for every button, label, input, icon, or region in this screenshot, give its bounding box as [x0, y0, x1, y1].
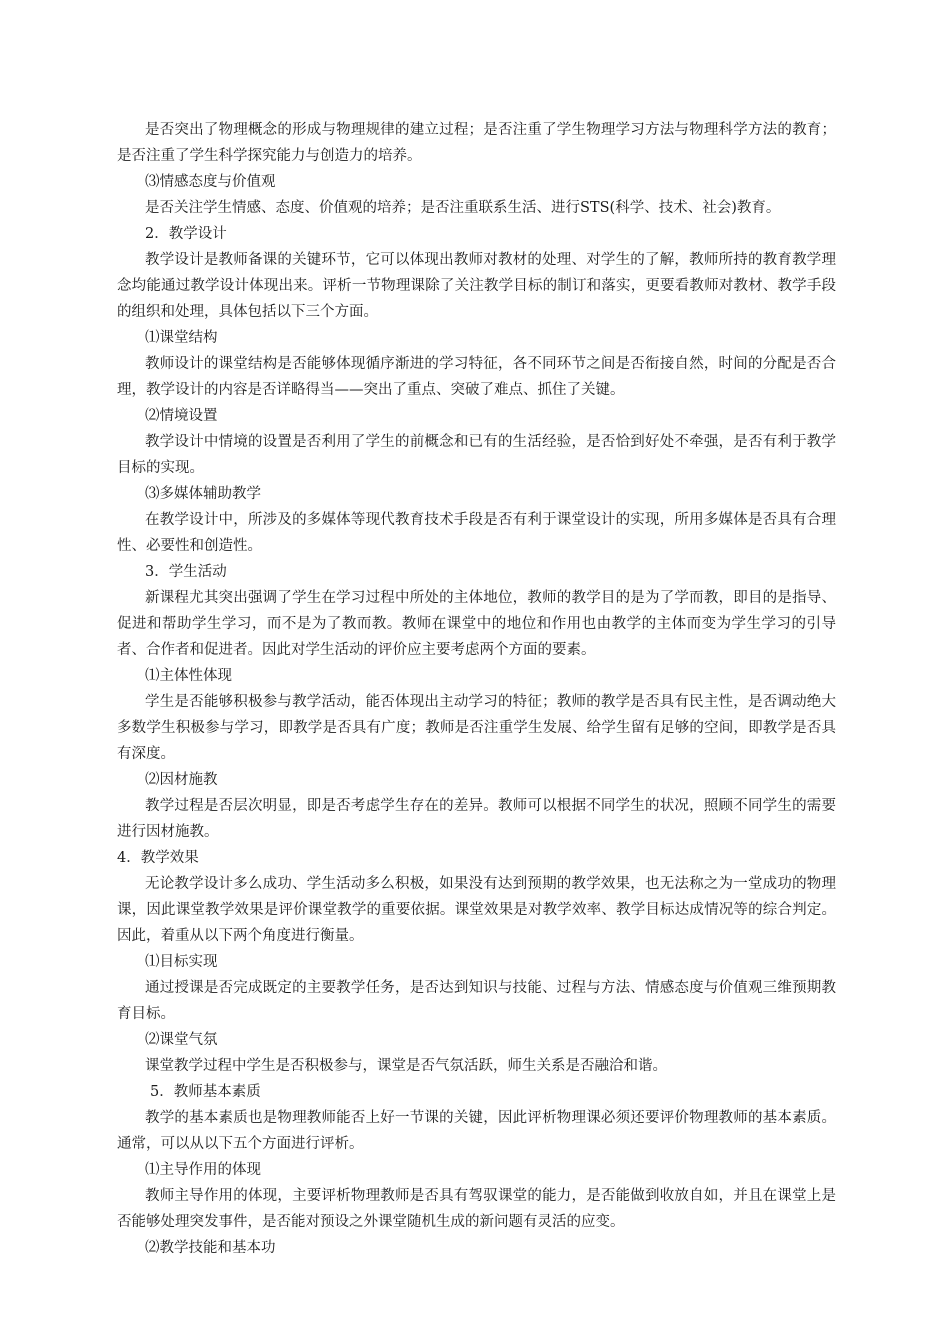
body-paragraph: 通过授课是否完成既定的主要教学任务，是否达到知识与技能、过程与方法、情感态度与价值观三维预期教育目标。 — [117, 980, 836, 1022]
body-paragraph: 教学的基本素质也是物理教师能否上好一节课的关键，因此评析物理课必须还要评价物理教师的基本素质。通常，可以从以下五个方面进行评析。 — [117, 1110, 836, 1152]
body-paragraph: 新课程尤其突出强调了学生在学习过程中所处的主体地位，教师的教学目的是为了学而教，即目的是指导、促进和帮助学生学习，而不是为了教而教。教师在课堂中的地位和作用也由教学的主体而变为学生学习的引导者、合作者和促进者。因此对学生活动的评价应主要考虑两个方面的要素。 — [117, 590, 836, 658]
body-paragraph: 教学过程是否层次明显，即是否考虑学生存在的差异。教师可以根据不同学生的状况，照顾不同学生的需要进行因材施教。 — [117, 798, 836, 840]
subsection-heading: ⑴目标实现 — [145, 954, 218, 970]
body-paragraph: 无论教学设计多么成功、学生活动多么积极，如果没有达到预期的教学效果，也无法称之为一堂成功的物理课，因此课堂教学效果是评价课堂教学的重要依据。课堂效果是对教学效率、教学目标达成情况等的综合判定。因此，着重从以下两个角度进行衡量。 — [117, 876, 836, 944]
body-paragraph: 教师主导作用的体现，主要评析物理教师是否具有驾驭课堂的能力，是否能做到收放自如，并且在课堂上是否能够处理突发事件，是否能对预设之外课堂随机生成的新问题有灵活的应变。 — [117, 1188, 836, 1230]
body-paragraph: 教学设计中情境的设置是否利用了学生的前概念和已有的生活经验，是否恰到好处不牵强，是否有利于教学目标的实现。 — [117, 434, 836, 476]
body-paragraph: 课堂教学过程中学生是否积极参与，课堂是否气氛活跃，师生关系是否融洽和谐。 — [145, 1058, 667, 1074]
section-heading: 3．学生活动 — [145, 564, 227, 580]
section-heading: 2．教学设计 — [145, 226, 227, 242]
section-heading: 4．教学效果 — [117, 850, 199, 866]
body-paragraph: 教学设计是教师备课的关键环节，它可以体现出教师对教材的处理、对学生的了解，教师所持的教育教学理念均能通过教学设计体现出来。评析一节物理课除了关注教学目标的制订和落实，更要看教师对教材、教学手段的组织和处理，具体包括以下三个方面。 — [117, 252, 836, 320]
subsection-heading: ⑴主体性体现 — [145, 668, 232, 684]
subsection-heading: ⑵教学技能和基本功 — [145, 1240, 276, 1256]
subsection-heading: ⑴主导作用的体现 — [145, 1162, 261, 1178]
subsection-heading: ⑵情境设置 — [145, 408, 218, 424]
section-heading: 5．教师基本素质 — [150, 1084, 261, 1100]
subsection-heading: ⑶多媒体辅助教学 — [145, 486, 261, 502]
subsection-heading: ⑶情感态度与价值观 — [145, 174, 276, 190]
body-paragraph: 在教学设计中，所涉及的多媒体等现代教育技术手段是否有利于课堂设计的实现，所用多媒体是否具有合理性、必要性和创造性。 — [117, 512, 836, 554]
subsection-heading: ⑴课堂结构 — [145, 330, 218, 346]
body-paragraph: 教师设计的课堂结构是否能够体现循序渐进的学习特征，各不同环节之间是否衔接自然，时间的分配是否合理，教学设计的内容是否详略得当——突出了重点、突破了难点、抓住了关键。 — [117, 356, 836, 398]
subsection-heading: ⑵课堂气氛 — [145, 1032, 218, 1048]
body-paragraph: 学生是否能够积极参与教学活动，能否体现出主动学习的特征；教师的教学是否具有民主性，是否调动绝大多数学生积极参与学习，即教学是否具有广度；教师是否注重学生发展、给学生留有足够的空间，即教学是否具有深度。 — [117, 694, 836, 762]
body-paragraph: 是否突出了物理概念的形成与物理规律的建立过程；是否注重了学生物理学习方法与物理科学方法的教育；是否注重了学生科学探究能力与创造力的培养。 — [117, 122, 836, 164]
body-paragraph: 是否关注学生情感、态度、价值观的培养；是否注重联系生活、进行STS(科学、技术、社会)教育。 — [145, 200, 781, 216]
subsection-heading: ⑵因材施教 — [145, 772, 218, 788]
